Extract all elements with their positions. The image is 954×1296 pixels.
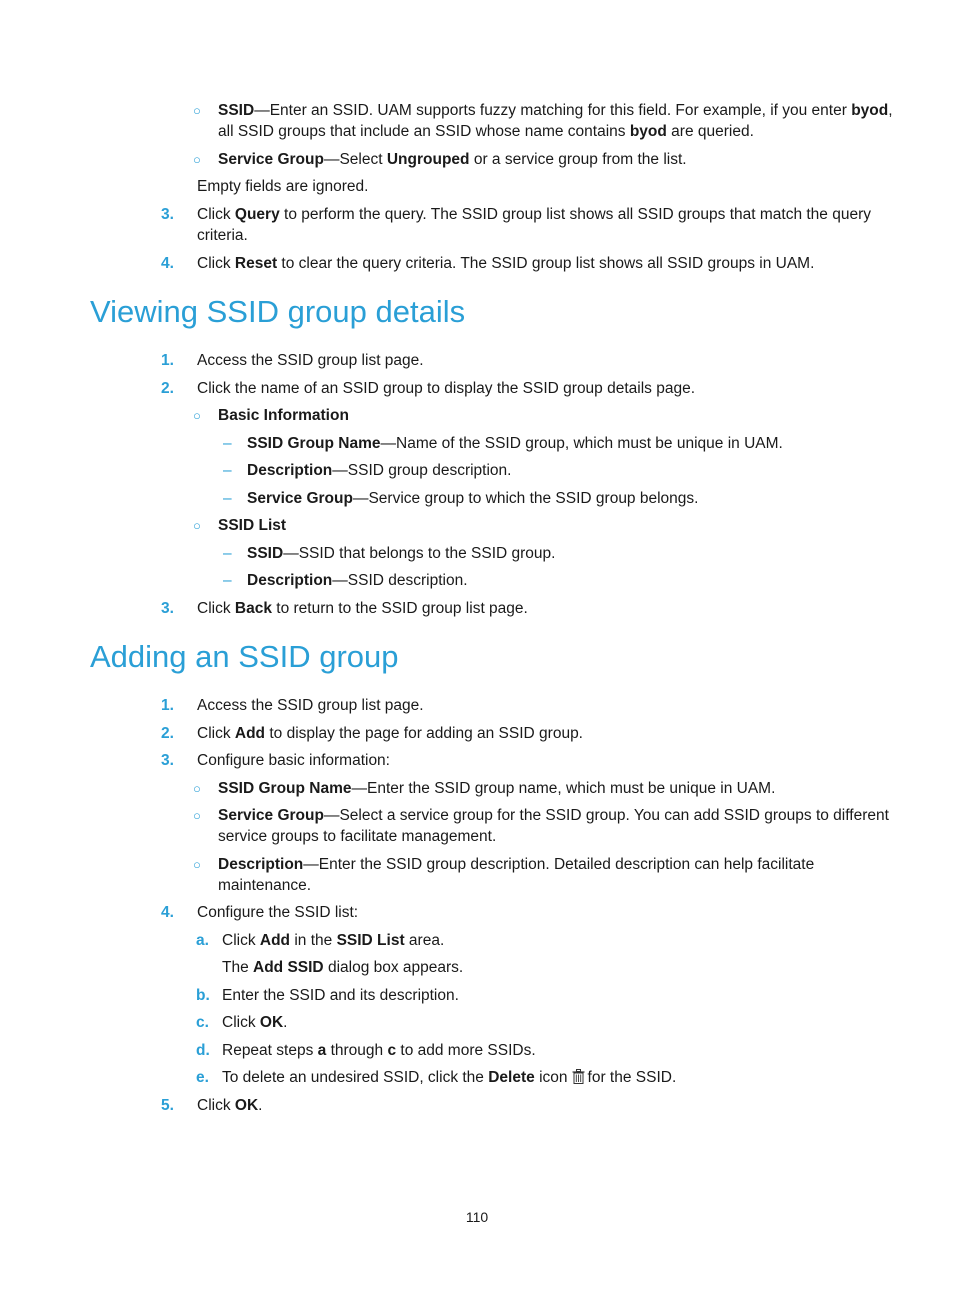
step-number: 2. — [161, 380, 174, 397]
sub-step-letter: a. — [196, 932, 209, 949]
dash-bullet: – — [223, 545, 232, 562]
sub-step-letter: c. — [196, 1014, 209, 1031]
step-number: 1. — [161, 352, 174, 369]
service-group-field: Service Group—Select Ungrouped or a service group from the list. — [218, 151, 687, 168]
step-number: 4. — [161, 255, 174, 272]
ssid-list-label: SSID List — [218, 517, 287, 534]
dash-bullet: – — [223, 572, 232, 589]
bullet-icon: ○ — [193, 518, 201, 533]
ssid-field-line1: SSID—Enter an SSID. UAM supports fuzzy matching for this field. For example, if you enter byod, — [218, 102, 893, 119]
sub-step-d: Repeat steps a through c to add more SSIDs. — [222, 1042, 536, 1059]
trash-icon — [572, 1069, 585, 1090]
step-number: 3. — [161, 600, 174, 617]
field-item: Description—SSID description. — [247, 572, 468, 589]
field-item: Description—SSID group description. — [247, 462, 512, 479]
bullet-icon: ○ — [193, 103, 201, 118]
dash-bullet: – — [223, 462, 232, 479]
bullet-icon: ○ — [193, 781, 201, 796]
sub-step-letter: e. — [196, 1069, 209, 1086]
basic-information-label: Basic Information — [218, 407, 349, 424]
config-item: Service Group—Select a service group for the SSID group. You can add SSID groups to different — [218, 807, 889, 824]
add-step: Click Add to display the page for adding an SSID group. — [197, 725, 583, 742]
sub-step-c: Click OK. — [222, 1014, 288, 1031]
empty-fields-note: Empty fields are ignored. — [197, 178, 369, 195]
step-text: Configure the SSID list: — [197, 904, 359, 921]
reset-step: Click Reset to clear the query criteria. The SSID group list shows all SSID groups in UAM. — [197, 255, 815, 272]
ssid-field-line2: all SSID groups that include an SSID whose name contains byod are queried. — [218, 123, 754, 140]
bullet-icon: ○ — [193, 152, 201, 167]
config-item: Description—Enter the SSID group description. Detailed description can help facilitate — [218, 856, 815, 873]
ok-step: Click OK. — [197, 1097, 263, 1114]
sub-step-letter: d. — [196, 1042, 210, 1059]
step-text: Access the SSID group list page. — [197, 352, 424, 369]
config-item-cont: maintenance. — [218, 877, 312, 894]
step-number: 3. — [161, 752, 174, 769]
step-text: Access the SSID group list page. — [197, 697, 424, 714]
section-heading-adding: Adding an SSID group — [90, 639, 399, 674]
step-text: Click the name of an SSID group to display the SSID group details page. — [197, 380, 696, 397]
sub-step-e: To delete an undesired SSID, click the Delete icon for the SSID. — [222, 1067, 676, 1090]
bullet-icon: ○ — [193, 808, 201, 823]
step-number: 3. — [161, 206, 174, 223]
sub-step-a: Click Add in the SSID List area. — [222, 932, 445, 949]
dash-bullet: – — [223, 490, 232, 507]
back-step: Click Back to return to the SSID group list page. — [197, 600, 528, 617]
step-text: Configure basic information: — [197, 752, 390, 769]
config-item: SSID Group Name—Enter the SSID group name, which must be unique in UAM. — [218, 780, 776, 797]
query-step-line2: criteria. — [197, 227, 248, 244]
step-number: 2. — [161, 725, 174, 742]
bullet-icon: ○ — [193, 857, 201, 872]
query-step-line1: Click Query to perform the query. The SSID group list shows all SSID groups that match the query — [197, 206, 871, 223]
field-item: Service Group—Service group to which the SSID group belongs. — [247, 490, 699, 507]
step-number: 4. — [161, 904, 174, 921]
sub-step-a-note: The Add SSID dialog box appears. — [222, 959, 464, 976]
step-number: 1. — [161, 697, 174, 714]
sub-step-b: Enter the SSID and its description. — [222, 987, 459, 1004]
step-number: 5. — [161, 1097, 174, 1114]
config-item-cont: service groups to facilitate management. — [218, 828, 497, 845]
bullet-icon: ○ — [193, 408, 201, 423]
section-heading-viewing: Viewing SSID group details — [90, 294, 466, 329]
field-item: SSID—SSID that belongs to the SSID group. — [247, 545, 556, 562]
field-item: SSID Group Name—Name of the SSID group, which must be unique in UAM. — [247, 435, 783, 452]
dash-bullet: – — [223, 435, 232, 452]
sub-step-letter: b. — [196, 987, 210, 1004]
page-number: 110 — [465, 1209, 489, 1225]
